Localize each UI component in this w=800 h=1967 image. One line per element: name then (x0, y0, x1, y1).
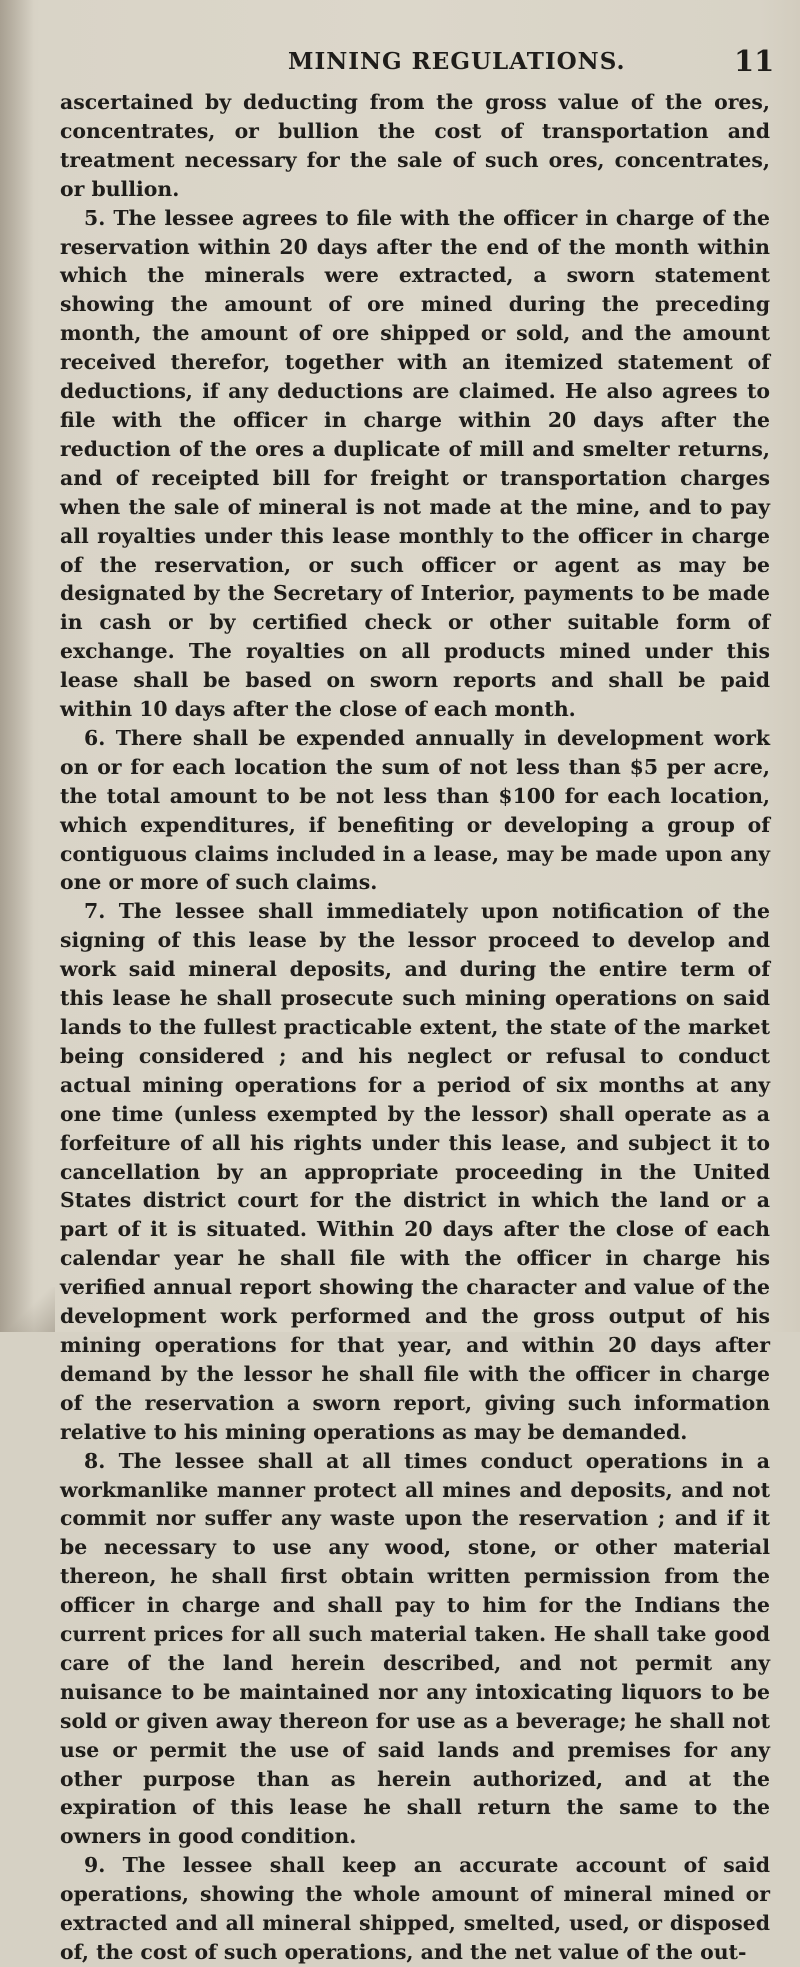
page-number: 11 (734, 44, 775, 78)
page-corner-shadow (0, 1287, 55, 1332)
paragraph-7: 7. The lessee shall immediately upon notification of the signing of this lease by the lessor proceed to develop and work said mineral deposits, and during the entire term of this lease he shall prosecute such mining operations on said lands to the fullest practicable extent, the state of the market being considered ; and his neglect or refusal to conduct actual mining operations for a period of six months at any one time (unless exempted by the lessor) shall operate as a forfeiture of all his rights under this lease, and subject it to cancellation by an appropriate proceeding in the United States district court for the district in which the land or a part of it is situated. Within 20 days after the close of each calendar year he shall file with the officer in charge his verified annual report showing the character and value of the development work performed and the gross output of his mining operations for that year, and within 20 days after demand by the lessor he shall file with the officer in charge of the reservation a sworn report, giving such information relative to his mining operations as may be demanded. (60, 899, 770, 1444)
paragraph-5: 5. The lessee agrees to file with the officer in charge of the reservation within 20 days after the end of the month within which the minerals were extracted, a sworn statement showing the amount of ore mined during the preceding month, the amount of ore shipped or sold, and the amount received therefor, together with an itemized statement of deductions, if any deductions are claimed. He also agrees to file with the officer in charge within 20 days after the reduction of the ores a duplicate of mill and smelter returns, and of receipted bill for freight or transportation charges when the sale of mineral is not made at the mine, and to pay all royalties under this lease monthly to the officer in charge of the reservation, or such officer or agent as may be designated by the Secretary of Interior, payments to be made in cash or by certified check or other suitable form of exchange. The royalties on all products mined under this lease shall be based on sworn reports and shall be paid within 10 days after the close of each month. (60, 205, 770, 722)
paragraph-8: 8. The lessee shall at all times conduct operations in a workmanlike manner protect all mines and deposits, and not commit nor suffer any waste upon the reservation ; and if it be necessary to use any wood, stone, or other material thereon, he shall first obtain written permission from the officer in charge and shall pay to him for the Indians the current prices for all such material taken. He shall take good care of the land herein described, and not permit any nuisance to be maintained nor any intoxicating liquors to be sold or given away thereon for use as a beverage; he shall not use or permit the use of said lands and premises for any other purpose than as herein authorized, and at the expiration of this lease he shall return the same to the owners in good condition. (60, 1448, 770, 1849)
page-header (0, 44, 800, 82)
paragraph-6: 6. There shall be expended annually in development work on or for each location the sum of not less than $5 per acre, the total amount to be not less than $100 for each location, which expenditures, if benefiting or developing a group of contiguous claims included in a lease, may be made upon any one or more of such claims. (60, 725, 770, 895)
paragraph-continuation: ascertained by deducting from the gross value of the ores, concentrates, or bullion the cost of transportation and treatment necessary for the sale of such ores, concentrates, or bullion. (60, 90, 770, 201)
paragraph-9: 9. The lessee shall keep an accurate account of said operations, showing the whole amount of mineral mined or extracted and all mineral shipped, smelted, used, or disposed of, the cost of such operations, and the net value of the out- (60, 1853, 770, 1964)
running-title: MINING REGULATIONS. (288, 48, 626, 75)
binding-shadow (0, 0, 34, 1332)
body-text (60, 88, 770, 1967)
